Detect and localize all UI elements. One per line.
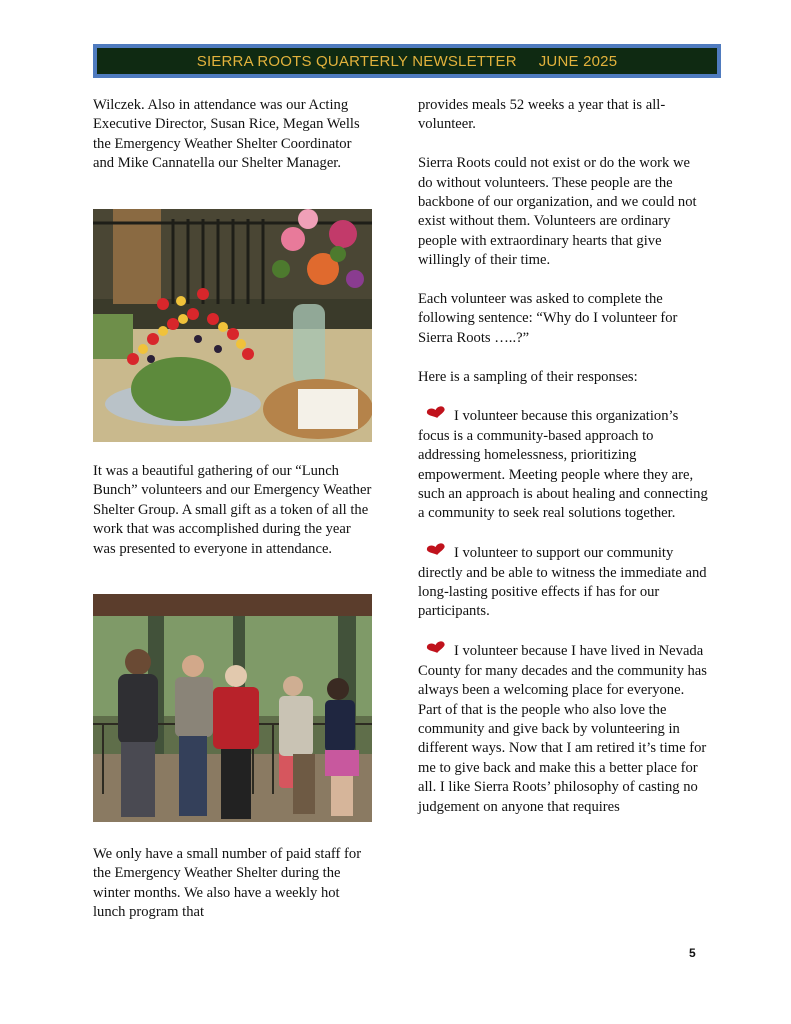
- response-2-text: I volunteer to support our community directly and be able to witness the immediate and long-lasting positive effects if has for our participants.: [418, 545, 707, 620]
- staff-text: We only have a small number of paid staff for the Emergency Weather Shelter during the winter months. We also have a weekly hot lunch program that: [93, 846, 362, 921]
- volunteer-response: [418, 406, 708, 523]
- fruit-platter-illustration: [93, 209, 372, 442]
- fruit-platter-photo: [93, 209, 372, 442]
- page-number: 5: [689, 946, 696, 960]
- response-3-text: I volunteer because I have lived in Nevada County for many decades and the community has always been a welcoming place for everyone. Part of that is the people who also love the community and give back by volunteering in different ways. Now that I am retired it’s time for me to give back and make this a better place for all. I like Sierra Roots’ philosophy of casting no judgement on anyone that requires: [418, 643, 707, 815]
- left-staff-paragraph: [93, 845, 373, 923]
- newsletter-date: JUNE 2025: [538, 52, 618, 70]
- sampling-text: Here is a sampling of their responses:: [418, 368, 638, 385]
- volunteer-response: [418, 641, 708, 817]
- volunteer-gathering-photo: [93, 594, 372, 822]
- newsletter-title: SIERRA ROOTS QUARTERLY NEWSLETTER: [196, 52, 517, 70]
- red-heart-bullet-icon: [426, 543, 446, 555]
- banner-inner: [97, 48, 717, 74]
- response-1-text: I volunteer because this organization’s focus is a community-based approach to addressing homelessness, prioritizing empowerment. Meeting people where they are, such an approach is about healing and connecting a community to seek real solutions together.: [418, 408, 708, 522]
- left-gathering-paragraph: [93, 462, 373, 559]
- red-heart-bullet-icon: [426, 641, 446, 653]
- right-column: [418, 96, 708, 817]
- volunteer-response: [418, 543, 708, 622]
- gathering-illustration: [93, 594, 372, 822]
- gathering-text: It was a beautiful gathering of our “Lunch Bunch” volunteers and our Emergency Weather Shelter Group. A small gift as a token of all the work that was accomplished during the year was presented to everyone in attendance.: [93, 463, 372, 557]
- newsletter-banner: [93, 44, 721, 78]
- lunch-program-text: provides meals 52 weeks a year that is all-volunteer.: [418, 97, 666, 133]
- volunteers-backbone-text: Sierra Roots could not exist or do the work we do without volunteers. These people are the backbone of our organization, and we could not exist without them. Volunteers are ordinary people with extraordinary hearts that give willingly of their time.: [418, 155, 697, 269]
- intro-text: Wilczek. Also in attendance was our Acting Executive Director, Susan Rice, Megan Wells the Emergency Weather Shelter Coordinator and Mike Cannatella our Shelter Manager.: [93, 97, 360, 172]
- question-text: Each volunteer was asked to complete the following sentence: “Why do I volunteer for Sierra Roots …..?”: [418, 291, 678, 346]
- red-heart-bullet-icon: [426, 406, 446, 418]
- left-intro-paragraph: [93, 96, 373, 174]
